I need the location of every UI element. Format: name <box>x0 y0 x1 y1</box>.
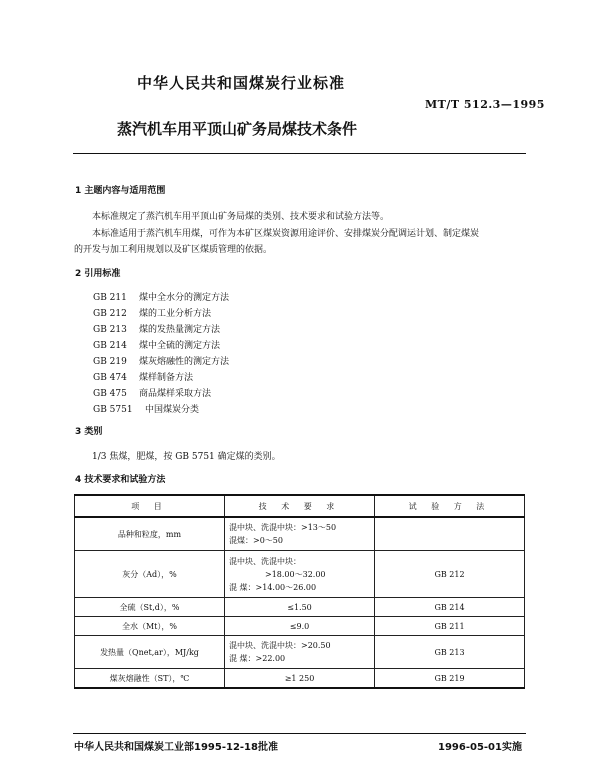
table-row <box>75 617 525 636</box>
approval-line: 中华人民共和国煤炭工业部1995-12-18批准 <box>74 742 278 753</box>
section-1-para-1: 本标准规定了蒸汽机车用平顶山矿务局煤的类别、技术要求和试验方法等。 <box>92 212 390 222</box>
row-requirement: 混中块、洗混中块：>13～50 混煤：>0～50 <box>225 517 375 551</box>
header-requirement: 技 术 要 求 <box>225 495 375 517</box>
implementation-date: 1996-05-01实施 <box>438 742 522 753</box>
section-3-para: 1/3 焦煤，肥煤，按 GB 5751 确定煤的类别。 <box>92 452 281 462</box>
row-item: 煤灰熔融性（ST），℃ <box>75 669 225 689</box>
row-item: 品种和粒度，mm <box>75 517 225 551</box>
table-row <box>75 636 525 669</box>
table-row <box>75 669 525 689</box>
section-1-para-2-line-2: 的开发与加工利用规划以及矿区煤质管理的依据。 <box>74 245 273 255</box>
reference-item: GB 219 煤灰熔融性的测定方法 <box>93 357 230 367</box>
section-1-heading: 1 主题内容与适用范围 <box>75 186 166 196</box>
reference-item: GB 212 煤的工业分析方法 <box>93 309 212 319</box>
row-method: GB 214 <box>375 598 525 617</box>
table-row <box>75 598 525 617</box>
row-method: GB 211 <box>375 617 525 636</box>
header-rule <box>73 153 526 154</box>
row-method: GB 212 <box>375 551 525 598</box>
standard-number: MT/T 512.3—1995 <box>425 98 545 111</box>
table-header-row <box>75 495 525 517</box>
section-2-heading: 2 引用标准 <box>75 269 121 279</box>
header-item: 项 目 <box>75 495 225 517</box>
row-method: GB 213 <box>375 636 525 669</box>
table-row <box>75 551 525 598</box>
reference-item: GB 474 煤样制备方法 <box>93 373 194 383</box>
row-requirement: 混中块、洗混中块：>20.50 混 煤：>22.00 <box>225 636 375 669</box>
row-requirement: ≤1.50 <box>225 598 375 617</box>
row-item: 全硫（St,d），% <box>75 598 225 617</box>
reference-item: GB 211 煤中全水分的测定方法 <box>93 293 230 303</box>
reference-item: GB 214 煤中全硫的测定方法 <box>93 341 221 351</box>
table-row <box>75 517 525 551</box>
reference-item: GB 475 商品煤样采取方法 <box>93 389 212 399</box>
row-requirement: ≤9.0 <box>225 617 375 636</box>
header-test-method: 试 验 方 法 <box>375 495 525 517</box>
row-requirement: ≥1 250 <box>225 669 375 689</box>
reference-item: GB 5751 中国煤炭分类 <box>93 405 200 415</box>
technical-requirements-table <box>74 494 525 689</box>
industry-standard-title: 中华人民共和国煤炭行业标准 <box>137 74 346 92</box>
section-3-heading: 3 类别 <box>75 427 103 437</box>
section-1-para-2-line-1: 本标准适用于蒸汽机车用煤，可作为本矿区煤炭资源用途评价、安排煤炭分配调运计划、制定煤炭 <box>92 229 480 239</box>
row-requirement: 混中块、洗混中块： >18.00～32.00 混 煤：>14.00～26.00 <box>225 551 375 598</box>
row-item: 全水（Mt），% <box>75 617 225 636</box>
footer-rule <box>73 733 526 734</box>
document-title: 蒸汽机车用平顶山矿务局煤技术条件 <box>117 120 358 138</box>
row-method: GB 219 <box>375 669 525 689</box>
row-item: 发热量（Qnet,ar），MJ/kg <box>75 636 225 669</box>
reference-item: GB 213 煤的发热量测定方法 <box>93 325 221 335</box>
section-4-heading: 4 技术要求和试验方法 <box>75 475 166 485</box>
row-item: 灰分（Ad），% <box>75 551 225 598</box>
row-method <box>375 517 525 551</box>
